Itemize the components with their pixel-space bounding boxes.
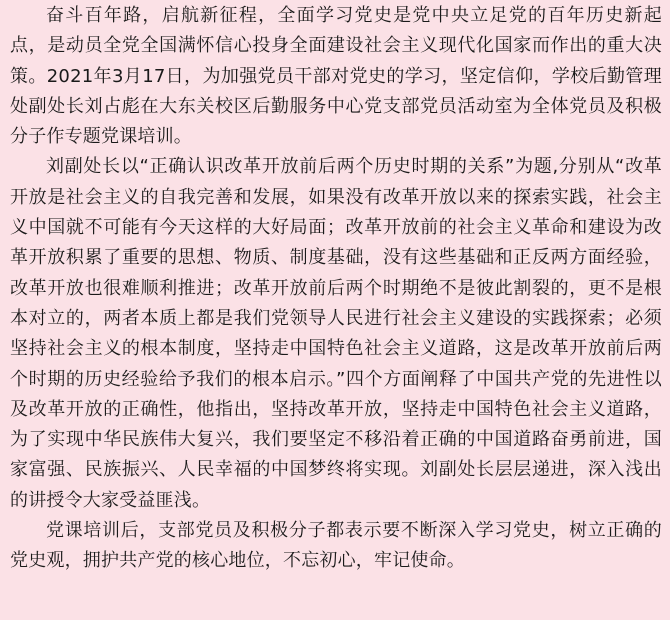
paragraph-conclusion: 党课培训后，支部党员及积极分子都表示要不断深入学习党史，树立正确的党史观，拥护共产党的核心地位，不忘初心，牢记使命。 [10, 520, 662, 572]
paragraph-lecture: 刘副处长以“正确认识改革开放前后两个历史时期的关系”为题,分别从“改革开放是社会主义的自我完善和发展，如果没有改革开放以来的探索实践，社会主义中国就不可能有今天这样的大好局面；改革开放前的社会主义革命和建设为改革开放积累了重要的思想、物质、制度基础，没有这些基础和正反两方面经验，改革开放也很难顺利推进；改革开放前后两个时期绝不是彼此割裂的，更不是根本对立的，两者本质上都是我们党领导人民进行社会主义建设的实践探索；必须坚持社会主义的根本制度，坚持走中国特色社会主义道路，这是改革开放前后两个时期的历史经验给予我们的根本启示。”四个方面阐释了中国共产党的先进性以及改革开放的正确性，他指出，坚持改革开放，坚持走中国特色社会主义道路，为了实现中华民族伟大复兴，我们要坚定不移沿着正确的中国道路奋勇前进，国家富强、民族振兴、人民幸福的中国梦终将实现。刘副处长层层递进，深入浅出的讲授令大家受益匪浅。 [10, 156, 662, 511]
paragraph-intro: 奋斗百年路，启航新征程，全面学习党史是党中央立足党的百年历史新起点，是动员全党全国满怀信心投身全面建设社会主义现代化国家而作出的重大决策。2021年3月17日，为加强党员干部对党史的学习，坚定信仰，学校后勤管理处副处长刘占彪在大东关校区后勤服务中心党支部党员活动室为全体党员及积极分子作专题党课培训。 [10, 5, 662, 148]
